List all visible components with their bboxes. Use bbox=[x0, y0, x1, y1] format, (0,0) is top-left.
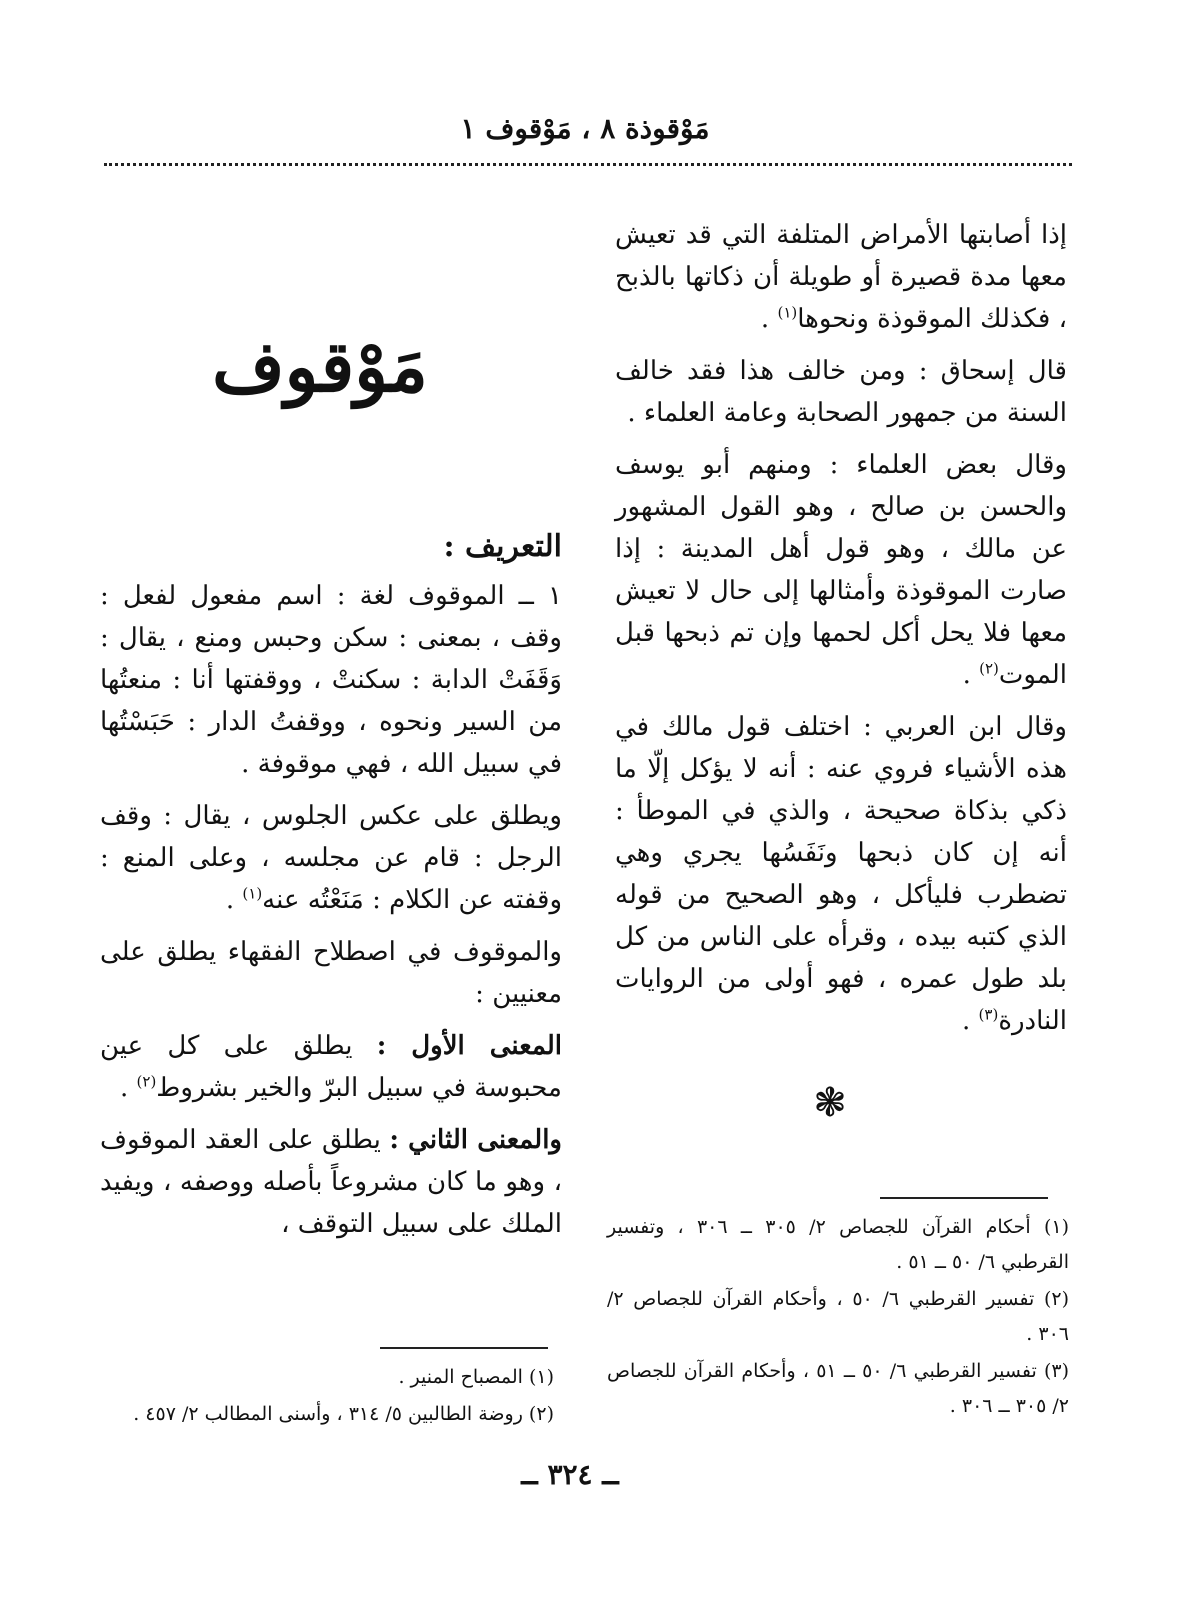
meaning-1: المعنى الأول : يطلق على كل عين محبوسة في سبيل البرّ والخير بشروط$^{(٢)}$ . bbox=[100, 1031, 562, 1103]
right-footnote-2: (٢) تفسير القرطبي ٦/ ٥٠ ، وأحكام القرآن للجصاص ٢/ ٣٠٦ . bbox=[607, 1288, 1069, 1345]
left-paragraph-2: ويطلق على عكس الجلوس ، يقال : وقف الرجل : قام عن مجلسه ، وعلى المنع : وقفته عن الكلام : مَنَعْتُه عنه$^{(١)}$ . bbox=[100, 801, 562, 915]
footnote-ref-2: (٢) bbox=[979, 659, 999, 678]
right-paragraph-1: إذا أصابتها الأمراض المتلفة التي قد تعيش معها مدة قصيرة أو طويلة أن ذكاتها بالذبح ، فكذلك الموقوذة ونحوها$^{(١)}$ . bbox=[615, 220, 1067, 334]
meaning-1-term: المعنى الأول : bbox=[376, 1031, 562, 1061]
left-footnote-2: (٢) روضة الطالبين ٥/ ٣١٤ ، وأسنى المطالب ٢/ ٤٥٧ . bbox=[133, 1403, 554, 1425]
page-number: ــ ٣٢٤ ــ bbox=[521, 1458, 619, 1491]
right-footnote-1: (١) أحكام القرآن للجصاص ٢/ ٣٠٥ ــ ٣٠٦ ، وتفسير القرطبي ٦/ ٥٠ ــ ٥١ . bbox=[607, 1216, 1070, 1273]
right-footnotes bbox=[607, 1210, 1069, 1426]
header-dotted-rule bbox=[104, 163, 1072, 166]
footnote-ref-left-2: (٢) bbox=[136, 1072, 157, 1091]
right-paragraph-4: وقال ابن العربي : اختلف قول مالك في هذه الأشياء فروي عنه : أنه لا يؤكل إلّا ما ذكي بذكاة صحيحة ، والذي في الموطأ : أنه إن كان ذبحها ونَفَسُها يجري وهي تضطرب فليأكل ، وهو الصحيح من قوله الذي كتبه بيده ، وقرأه على الناس من كل بلد طول عمره ، فهو أولى من الروايات النادرة$^{(٣)}$ . bbox=[615, 712, 1067, 1036]
section-divider-star: ❃ bbox=[813, 1080, 847, 1126]
footnote-ref-left-1: (١) bbox=[242, 884, 263, 903]
meaning-2: والمعنى الثاني : يطلق على العقد الموقوف ، وهو ما كان مشروعاً بأصله ووصفه ، ويفيد الملك على سبيل التوقف ، bbox=[100, 1125, 562, 1239]
right-paragraph-3: وقال بعض العلماء : ومنهم أبو يوسف والحسن بن صالح ، وهو القول المشهور عن مالك ، وهو قول أهل المدينة : إذا صارت الموقوذة وأمثالها إلى حال لا تعيش معها فلا يحل أكل لحمها وإن تم ذبحها قبل الموت$^{(٢)}$ . bbox=[615, 450, 1067, 690]
footnote-ref-1: (١) bbox=[777, 303, 798, 322]
running-header: مَوْقوذة ٨ ، مَوْقوف ١ bbox=[460, 112, 710, 145]
right-paragraph-2: قال إسحاق : ومن خالف هذا فقد خالف السنة من جمهور الصحابة وعامة العلماء . bbox=[615, 356, 1067, 428]
left-paragraph-3: والموقوف في اصطلاح الفقهاء يطلق على معنيين : bbox=[100, 937, 562, 1009]
right-footnote-3: (٣) تفسير القرطبي ٦/ ٥٠ ــ ٥١ ، وأحكام القرآن للجصاص ٢/ ٣٠٥ ــ ٣٠٦ . bbox=[607, 1360, 1069, 1417]
left-footnotes bbox=[102, 1360, 554, 1434]
definition-heading: التعريف : bbox=[443, 529, 562, 564]
left-footnote-1: (١) المصباح المنير . bbox=[398, 1366, 554, 1388]
footnote-ref-3: (٣) bbox=[978, 1005, 999, 1024]
left-paragraph-1: ١ ــ الموقوف لغة : اسم مفعول لفعل : وقف ، بمعنى : سكن وحبس ومنع ، يقال : وَقَفَتْ الدابة : سكنتْ ، ووقفتها أنا : منعتُها من السير ونحوه ، ووقفتُ الدار : حَبَسْتُها في سبيل الله ، فهي موقوفة . bbox=[100, 581, 562, 779]
left-column bbox=[100, 525, 562, 1255]
left-footnote-rule bbox=[380, 1347, 548, 1349]
right-column bbox=[615, 214, 1067, 1052]
right-footnote-rule bbox=[880, 1197, 1048, 1199]
meaning-2-term: والمعنى الثاني : bbox=[389, 1125, 562, 1155]
entry-title: مَوْقوف bbox=[212, 325, 428, 408]
